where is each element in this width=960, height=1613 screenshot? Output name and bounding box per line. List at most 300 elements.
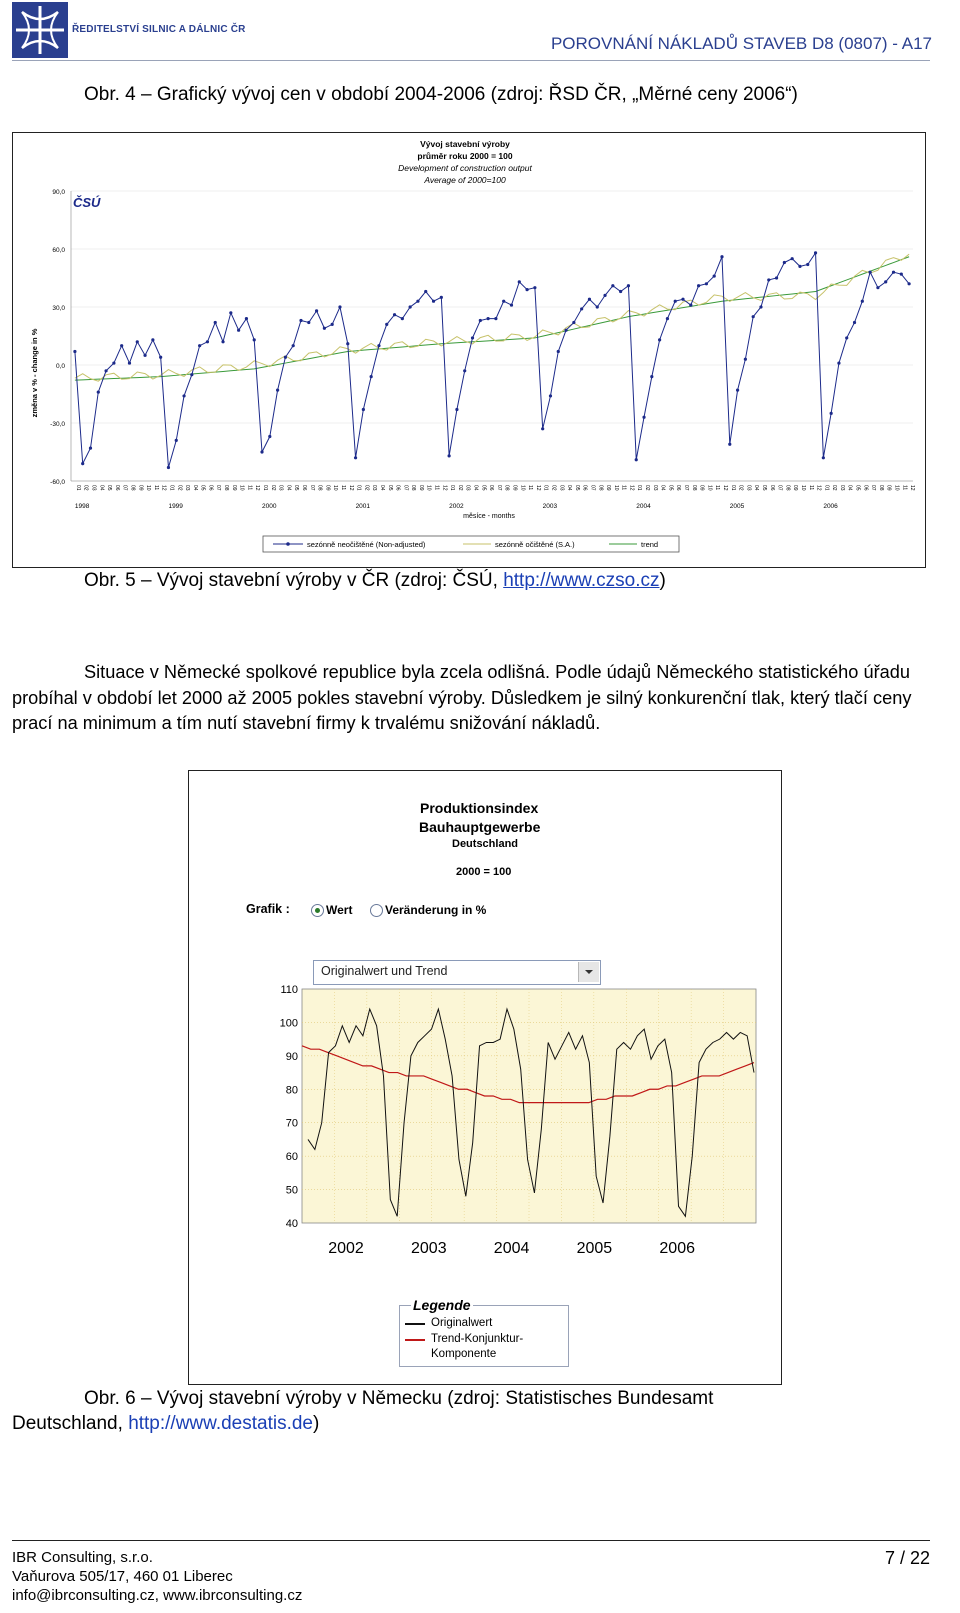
csu-na-point <box>572 321 575 324</box>
csu-month-tick: 11 <box>901 485 908 491</box>
csu-ytick: 90,0 <box>52 189 65 196</box>
csu-month-tick: 03 <box>277 485 284 491</box>
csu-month-tick: 09 <box>324 485 331 491</box>
czso-link[interactable]: http://www.czso.cz <box>503 570 660 591</box>
csu-na-point <box>401 317 404 320</box>
csu-logo: ČSÚ <box>73 195 101 210</box>
de-xtick: 2002 <box>328 1240 364 1257</box>
caption-obr6-line1: Obr. 6 – Vývoj stavební výroby v Německu (zdroj: Statistisches Bundesamt <box>84 1388 714 1409</box>
csu-na-point <box>845 336 848 339</box>
csu-na-point <box>143 354 146 357</box>
csu-na-point <box>603 294 606 297</box>
csu-month-tick: 12 <box>254 485 261 491</box>
csu-na-point <box>190 373 193 376</box>
csu-month-tick: 10 <box>893 485 900 491</box>
csu-month-tick: 04 <box>472 485 479 491</box>
csu-na-point <box>424 290 427 293</box>
csu-chart <box>13 133 925 567</box>
csu-na-point <box>564 329 567 332</box>
csu-month-tick: 02 <box>82 485 89 491</box>
csu-chart-frame <box>12 132 926 568</box>
de-ytick: 80 <box>285 1084 298 1097</box>
chart-type-select-button[interactable] <box>578 962 599 982</box>
csu-month-tick: 03 <box>371 485 378 491</box>
de-ytick: 40 <box>285 1218 298 1230</box>
csu-na-point <box>112 361 115 364</box>
csu-na-point <box>416 300 419 303</box>
radio-wert-dot <box>315 908 320 913</box>
csu-na-point <box>229 311 232 314</box>
csu-month-tick: 02 <box>269 485 276 491</box>
csu-month-tick: 08 <box>690 485 697 491</box>
csu-na-point <box>658 338 661 341</box>
csu-na-point <box>876 286 879 289</box>
footer-company: IBR Consulting, s.r.o. <box>12 1549 153 1566</box>
csu-month-tick: 07 <box>870 485 877 491</box>
de-y-ticks <box>280 985 298 1230</box>
csu-na-point <box>455 408 458 411</box>
csu-month-tick: 08 <box>877 485 884 491</box>
csu-na-point <box>104 369 107 372</box>
csu-month-tick: 06 <box>675 485 682 491</box>
caption-obr5-text: Obr. 5 – Vývoj stavební výroby v ČR (zdroj: ČSÚ, <box>84 570 504 591</box>
de-legend-trend-2: Komponente <box>431 1348 497 1360</box>
csu-month-tick: 04 <box>191 485 198 491</box>
destatis-link[interactable]: http://www.destatis.de <box>128 1413 314 1434</box>
csu-month-tick: 01 <box>262 485 269 491</box>
csu-month-tick: 02 <box>363 485 370 491</box>
csu-year-label: 1999 <box>168 503 183 510</box>
csu-na-point <box>354 456 357 459</box>
caption-obr5-end: ) <box>659 570 666 591</box>
csu-ylabel: změna v % - change in % <box>30 328 39 418</box>
csu-series-non-adjusted <box>73 251 910 469</box>
csu-na-point <box>822 456 825 459</box>
csu-month-tick: 11 <box>620 485 627 491</box>
csu-y-ticks <box>50 189 65 486</box>
csu-year-label: 1998 <box>74 503 90 510</box>
csu-month-tick: 10 <box>799 485 806 491</box>
csu-month-tick: 05 <box>667 485 674 491</box>
csu-legend-sa: sezónně očištěné (S.A.) <box>495 540 575 549</box>
csu-na-point <box>900 273 903 276</box>
csu-month-tick: 10 <box>238 485 245 491</box>
csu-month-tick: 07 <box>589 485 596 491</box>
caption-obr6-end: ) <box>313 1413 320 1434</box>
de-legend-original-swatch <box>405 1323 425 1325</box>
csu-month-tick: 08 <box>784 485 791 491</box>
csu-month-tick: 02 <box>176 485 183 491</box>
csu-na-point <box>315 309 318 312</box>
csu-month-tick: 06 <box>862 485 869 491</box>
csu-month-tick: 11 <box>339 485 346 491</box>
csu-na-point <box>814 251 817 254</box>
csu-month-tick: 02 <box>644 485 651 491</box>
csu-title-line1: Vývoj stavební výroby <box>420 139 510 149</box>
csu-na-point <box>73 350 76 353</box>
csu-month-tick: 09 <box>885 485 892 491</box>
csu-gridlines <box>71 191 913 481</box>
csu-na-point <box>720 255 723 258</box>
csu-na-point <box>884 280 887 283</box>
csu-month-tick: 05 <box>854 485 861 491</box>
grafik-label: Grafik : <box>246 902 290 916</box>
csu-na-point <box>198 344 201 347</box>
csu-month-tick: 04 <box>378 485 385 491</box>
csu-legend-trend: trend <box>641 540 659 549</box>
csu-month-tick: 11 <box>714 485 721 491</box>
csu-month-tick: 05 <box>293 485 300 491</box>
csu-month-tick: 04 <box>846 485 853 491</box>
radio-wert[interactable] <box>311 904 324 917</box>
csu-na-point <box>377 344 380 347</box>
de-ytick: 110 <box>280 985 298 996</box>
csu-na-point <box>775 276 778 279</box>
csu-na-point <box>346 342 349 345</box>
de-ytick: 70 <box>285 1117 298 1130</box>
csu-na-point <box>175 439 178 442</box>
csu-na-point <box>837 361 840 364</box>
footer-street: Vaňurova 505/17, 460 01 Liberec <box>12 1568 233 1585</box>
csu-na-point <box>759 305 762 308</box>
csu-na-point <box>705 282 708 285</box>
csu-month-tick: 01 <box>355 485 362 491</box>
csu-month-tick: 05 <box>199 485 206 491</box>
caption-obr5 <box>84 570 666 592</box>
csu-year-label: 2003 <box>542 503 558 510</box>
csu-na-point <box>861 300 864 303</box>
csu-month-tick: 09 <box>137 485 144 491</box>
csu-na-point <box>798 265 801 268</box>
csu-month-tick: 07 <box>776 485 783 491</box>
csu-month-tick: 01 <box>636 485 643 491</box>
csu-na-point <box>557 350 560 353</box>
body-paragraph <box>12 660 934 737</box>
footer-contact[interactable]: info@ibrconsulting.cz, www.ibrconsulting.cz <box>12 1587 303 1604</box>
csu-na-point <box>783 261 786 264</box>
de-ytick: 60 <box>285 1151 298 1164</box>
csu-year-label: 2004 <box>636 503 651 510</box>
csu-na-point <box>268 435 271 438</box>
csu-month-tick: 12 <box>909 485 916 491</box>
csu-na-point <box>681 298 684 301</box>
csu-na-point <box>611 284 614 287</box>
csu-month-tick: 10 <box>612 485 619 491</box>
csu-na-point <box>323 327 326 330</box>
csu-month-tick: 06 <box>768 485 775 491</box>
csu-na-point <box>206 340 209 343</box>
csu-title-line4: Average of 2000=100 <box>424 175 506 185</box>
de-chart <box>190 985 778 1275</box>
csu-na-point <box>908 282 911 285</box>
csu-na-point <box>580 307 583 310</box>
csu-na-point <box>89 447 92 450</box>
de-legend-original: Originalwert <box>431 1317 493 1329</box>
csu-legend-na: sezónně neočištěné (Non-adjusted) <box>307 540 426 549</box>
csu-na-point <box>81 462 84 465</box>
chart-type-select-value: Originalwert und Trend <box>321 964 448 978</box>
csu-na-point <box>370 375 373 378</box>
csu-na-point <box>525 288 528 291</box>
csu-na-point <box>393 313 396 316</box>
csu-month-tick: 10 <box>332 485 339 491</box>
csu-month-tick: 04 <box>566 485 573 491</box>
csu-month-tick: 12 <box>534 485 541 491</box>
csu-ytick: -60,0 <box>50 479 65 486</box>
radio-veraenderung-label: Veränderung in % <box>385 903 487 917</box>
csu-na-point <box>385 323 388 326</box>
csu-title <box>398 139 532 185</box>
csu-na-point <box>409 305 412 308</box>
csu-month-tick: 09 <box>698 485 705 491</box>
csu-na-point <box>502 300 505 303</box>
csu-year-label: 2002 <box>449 503 464 510</box>
csu-legend <box>263 536 679 552</box>
de-xtick: 2006 <box>659 1240 695 1257</box>
de-legend-title: Legende <box>413 1297 471 1313</box>
de-x-ticks <box>328 1240 695 1257</box>
csu-na-point <box>182 394 185 397</box>
csu-month-tick: 07 <box>402 485 409 491</box>
caption-obr6-text: Deutschland, <box>12 1413 129 1434</box>
csu-month-tick: 03 <box>184 485 191 491</box>
csu-na-point <box>299 319 302 322</box>
csu-month-tick: 01 <box>449 485 456 491</box>
csu-month-tick: 03 <box>651 485 658 491</box>
csu-month-tick: 06 <box>394 485 401 491</box>
csu-month-tick: 11 <box>152 485 159 491</box>
csu-month-tick: 08 <box>316 485 323 491</box>
csu-na-point <box>549 394 552 397</box>
csu-na-point <box>650 375 653 378</box>
body-paragraph-text: Situace v Německé spolkové republice byla zcela odlišná. Podle údajů Německého statistického úřadu probíhal v období let 2000 až 2005 pokles stavební výroby. Důsledkem je silný konkurenční tlak, který tlačí ceny prací na minimum a tím nutí stavební firmy k trvalému snižování nákladů. <box>12 662 912 733</box>
csu-ytick: 30,0 <box>52 305 65 312</box>
csu-na-point <box>666 317 669 320</box>
csu-month-tick: 06 <box>581 485 588 491</box>
csu-na-point <box>432 300 435 303</box>
csu-na-point <box>292 344 295 347</box>
csu-na-point <box>806 263 809 266</box>
csu-na-point <box>830 412 833 415</box>
csu-month-tick: 01 <box>729 485 736 491</box>
csu-month-tick: 05 <box>106 485 113 491</box>
csu-month-tick: 12 <box>347 485 354 491</box>
csu-na-point <box>728 443 731 446</box>
csu-month-tick: 08 <box>503 485 510 491</box>
csu-na-point <box>440 296 443 299</box>
csu-na-point <box>736 389 739 392</box>
csu-month-tick: 09 <box>792 485 799 491</box>
csu-na-point <box>151 338 154 341</box>
de-title-1: Produktionsindex <box>420 800 539 816</box>
csu-month-tick: 08 <box>223 485 230 491</box>
csu-year-label: 2005 <box>729 503 745 510</box>
de-xtick: 2004 <box>493 1240 530 1257</box>
csu-na-point <box>136 340 139 343</box>
csu-na-point <box>697 284 700 287</box>
csu-month-tick: 07 <box>121 485 128 491</box>
csu-month-tick: 05 <box>760 485 767 491</box>
csu-month-tick: 08 <box>597 485 604 491</box>
radio-veraenderung[interactable] <box>370 904 383 917</box>
csu-year-label: 2006 <box>823 503 838 510</box>
csu-na-point <box>221 340 224 343</box>
csu-na-point <box>276 389 279 392</box>
csu-na-point <box>284 356 287 359</box>
csu-na-point <box>307 321 310 324</box>
page-number: 7 / 22 <box>884 1548 930 1568</box>
csu-na-point <box>331 323 334 326</box>
csu-na-point <box>752 315 755 318</box>
csu-month-tick: 09 <box>230 485 237 491</box>
csu-na-point <box>767 278 770 281</box>
caption-obr4: Obr. 4 – Grafický vývoj cen v období 2004-2006 (zdroj: ŘSD ČR, „Měrné ceny 2006“) <box>84 84 798 105</box>
de-title-2: Bauhauptgewerbe <box>419 819 541 835</box>
csu-na-point <box>869 271 872 274</box>
csu-month-tick: 07 <box>495 485 502 491</box>
csu-na-point <box>533 286 536 289</box>
csu-month-tick: 04 <box>285 485 292 491</box>
csu-xlabel: měsíce - months <box>463 513 515 520</box>
csu-na-point <box>471 336 474 339</box>
csu-month-tick: 12 <box>441 485 448 491</box>
de-ytick: 90 <box>285 1050 298 1063</box>
csu-na-point <box>167 466 170 469</box>
csu-title-line2: průměr roku 2000 = 100 <box>417 151 513 161</box>
caption-obr6-line2 <box>12 1413 319 1435</box>
csu-month-tick: 06 <box>300 485 307 491</box>
csu-month-tick: 01 <box>823 485 830 491</box>
csu-na-point <box>479 319 482 322</box>
csu-na-point <box>642 416 645 419</box>
csu-na-point <box>619 290 622 293</box>
csu-month-tick: 08 <box>129 485 136 491</box>
csu-month-tick: 07 <box>215 485 222 491</box>
header-divider <box>12 60 930 61</box>
csu-x-labels <box>75 485 915 510</box>
csu-month-tick: 10 <box>145 485 152 491</box>
header-org: ŘEDITELSTVÍ SILNIC A DÁLNIC ČR <box>72 24 246 35</box>
csu-na-point <box>237 329 240 332</box>
de-base: 2000 = 100 <box>456 866 512 878</box>
csu-month-tick: 06 <box>207 485 214 491</box>
csu-na-point <box>744 358 747 361</box>
csu-na-line <box>75 253 909 468</box>
csu-month-tick: 01 <box>74 485 81 491</box>
csu-month-tick: 09 <box>511 485 518 491</box>
csu-month-tick: 07 <box>683 485 690 491</box>
csu-month-tick: 04 <box>98 485 105 491</box>
csu-na-point <box>448 454 451 457</box>
csu-month-tick: 11 <box>433 485 440 491</box>
csu-na-point <box>487 317 490 320</box>
csu-month-tick: 11 <box>246 485 253 491</box>
csu-month-tick: 10 <box>519 485 526 491</box>
csu-na-point <box>596 305 599 308</box>
csu-na-point <box>674 300 677 303</box>
csu-month-tick: 08 <box>410 485 417 491</box>
csu-month-tick: 12 <box>628 485 635 491</box>
csu-na-point <box>518 280 521 283</box>
csu-month-tick: 02 <box>831 485 838 491</box>
csu-sa-line <box>75 254 909 381</box>
csu-month-tick: 09 <box>605 485 612 491</box>
csu-na-point <box>892 271 895 274</box>
chevron-down-icon <box>579 962 599 982</box>
csu-month-tick: 10 <box>425 485 432 491</box>
csu-month-tick: 04 <box>753 485 760 491</box>
csu-month-tick: 06 <box>488 485 495 491</box>
csu-year-label: 2001 <box>355 503 371 510</box>
de-ytick: 100 <box>279 1017 298 1030</box>
csu-month-tick: 12 <box>721 485 728 491</box>
csu-month-tick: 01 <box>168 485 175 491</box>
csu-na-point <box>97 390 100 393</box>
csu-na-point <box>853 321 856 324</box>
csu-na-point <box>588 298 591 301</box>
de-xtick: 2005 <box>576 1240 613 1257</box>
csu-title-line3: Development of construction output <box>398 163 532 173</box>
csu-month-tick: 10 <box>706 485 713 491</box>
csu-year-label: 2000 <box>262 503 277 510</box>
csu-month-tick: 02 <box>737 485 744 491</box>
csu-month-tick: 03 <box>745 485 752 491</box>
csu-na-point <box>494 317 497 320</box>
csu-na-point <box>635 458 638 461</box>
csu-month-tick: 11 <box>527 485 534 491</box>
csu-na-point <box>120 344 123 347</box>
header-title: POROVNÁNÍ NÁKLADŮ STAVEB D8 (0807) - A17 <box>550 34 932 53</box>
footer-address <box>12 1548 302 1605</box>
csu-na-point <box>214 321 217 324</box>
csu-ytick: -30,0 <box>50 421 65 428</box>
csu-na-point <box>128 361 131 364</box>
csu-month-tick: 03 <box>90 485 97 491</box>
csu-month-tick: 04 <box>659 485 666 491</box>
csu-na-point <box>362 408 365 411</box>
footer-divider <box>12 1540 930 1541</box>
csu-ytick: 60,0 <box>52 247 65 254</box>
csu-na-point <box>463 369 466 372</box>
csu-month-tick: 12 <box>160 485 167 491</box>
csu-na-point <box>245 317 248 320</box>
de-ytick: 50 <box>285 1184 298 1197</box>
csu-month-tick: 05 <box>573 485 580 491</box>
csu-month-tick: 05 <box>480 485 487 491</box>
csu-month-tick: 07 <box>308 485 315 491</box>
csu-na-point <box>260 450 263 453</box>
csu-month-tick: 12 <box>815 485 822 491</box>
csu-month-tick: 06 <box>113 485 120 491</box>
csu-month-tick: 02 <box>550 485 557 491</box>
csu-month-tick: 03 <box>464 485 471 491</box>
rsd-logo-icon <box>12 2 68 58</box>
de-legend-trend-1: Trend-Konjunktur- <box>431 1333 524 1345</box>
csu-na-point <box>253 338 256 341</box>
de-xtick: 2003 <box>411 1240 447 1257</box>
csu-na-point <box>791 257 794 260</box>
csu-series-sa <box>75 254 909 381</box>
csu-na-point <box>159 356 162 359</box>
csu-month-tick: 01 <box>542 485 549 491</box>
csu-na-point <box>627 284 630 287</box>
csu-month-tick: 11 <box>807 485 814 491</box>
csu-month-tick: 05 <box>386 485 393 491</box>
de-legend-trend-swatch <box>405 1339 425 1341</box>
csu-month-tick: 09 <box>417 485 424 491</box>
csu-na-point <box>713 274 716 277</box>
de-title-3: Deutschland <box>452 838 519 850</box>
